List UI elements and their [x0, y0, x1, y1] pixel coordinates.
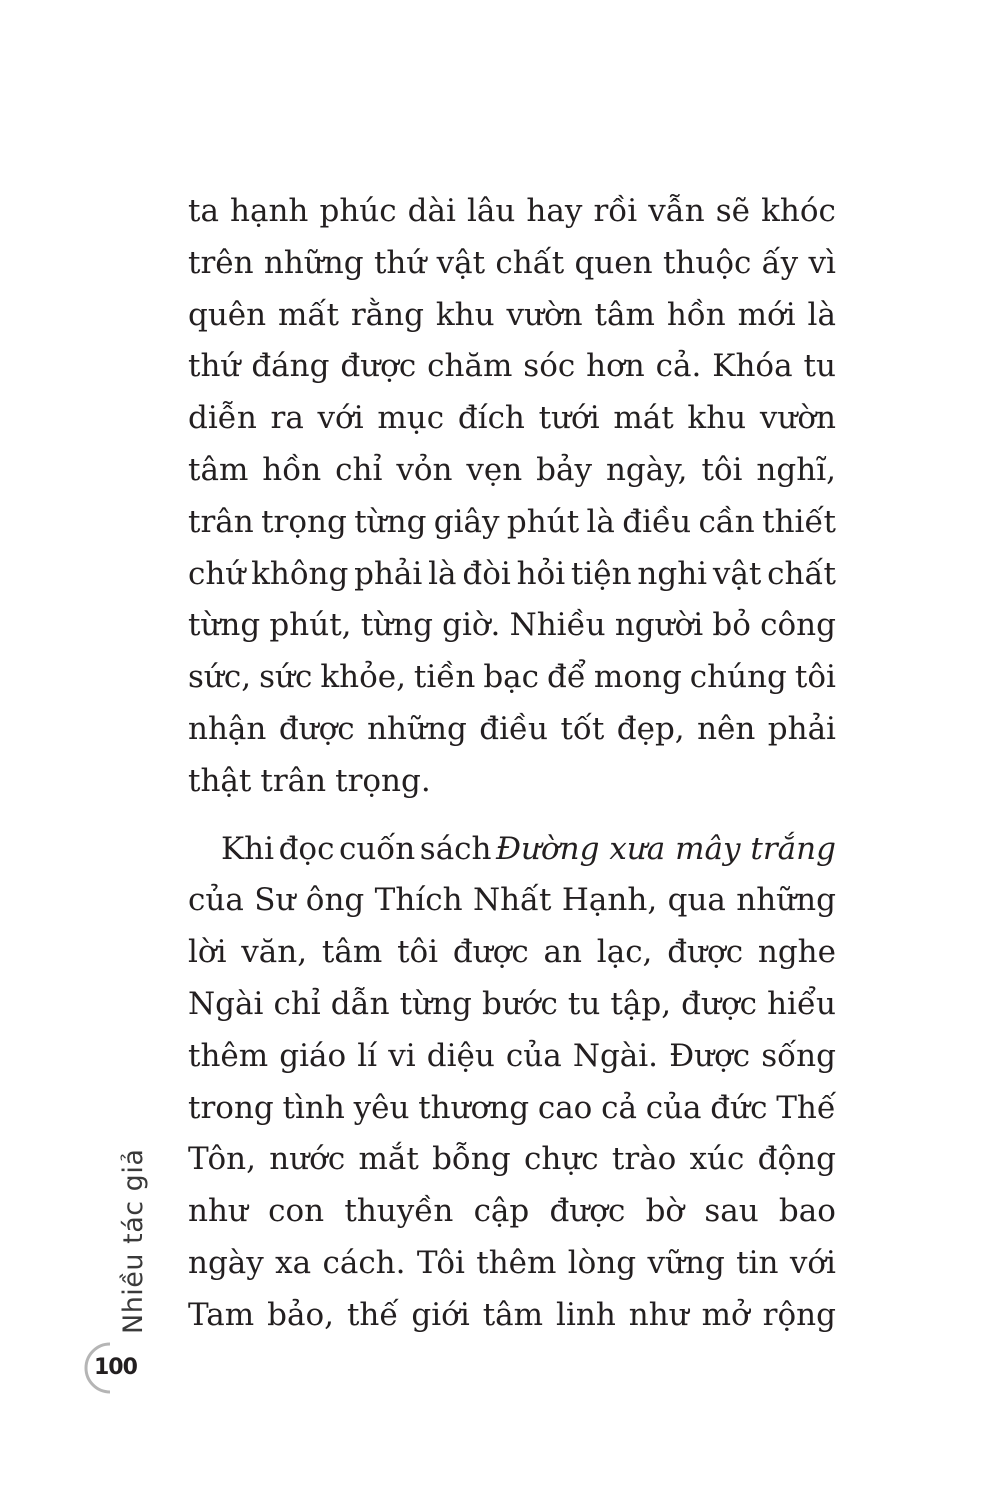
word: của — [505, 1037, 562, 1074]
word: bảo, — [267, 1296, 334, 1333]
word: ngày, — [605, 451, 688, 488]
text-line — [188, 979, 836, 1031]
word: phải — [767, 710, 836, 747]
word: phút — [506, 503, 580, 540]
word: tin — [736, 1244, 779, 1281]
word: vườn — [759, 400, 836, 437]
text-line — [188, 875, 836, 927]
word: những — [367, 710, 467, 747]
word: được — [667, 934, 744, 971]
word: tâm — [188, 451, 249, 488]
word: lời — [188, 934, 227, 971]
word: công — [760, 607, 836, 644]
word: được — [278, 710, 355, 747]
word: vườn — [506, 296, 583, 333]
word: ông — [305, 882, 365, 919]
word: tôi — [701, 451, 743, 488]
word: cao — [537, 1089, 593, 1126]
word: đẹp, — [616, 710, 685, 747]
word: chứ — [188, 555, 246, 592]
word: là — [807, 296, 836, 333]
word: những — [263, 244, 364, 281]
word: cập — [473, 1193, 530, 1230]
word: từng — [360, 607, 433, 644]
text-line — [188, 1186, 836, 1238]
word: thêm — [476, 1244, 557, 1281]
word: hồn — [262, 451, 322, 488]
word: mất — [278, 296, 339, 333]
word: xúc — [689, 1141, 745, 1178]
word: tiện — [570, 555, 632, 592]
word: linh — [556, 1296, 616, 1333]
word: trân — [260, 762, 327, 799]
word: thế — [346, 1296, 399, 1333]
word: tiền — [413, 659, 476, 696]
word: là — [428, 555, 457, 592]
word: Thế — [776, 1089, 836, 1126]
word: sẽ — [715, 193, 751, 229]
word: đáng — [251, 348, 330, 385]
word: lâu — [466, 193, 516, 229]
word: bao — [778, 1193, 836, 1230]
word: tôi — [397, 934, 439, 971]
word: thứ — [188, 348, 241, 385]
word: thương — [418, 1089, 530, 1126]
word: mở — [701, 1296, 750, 1333]
word: lòng — [567, 1244, 637, 1281]
word: Nhiều — [509, 607, 606, 644]
page-number-badge — [80, 1340, 137, 1396]
word: dài — [407, 193, 456, 229]
text-line — [188, 704, 836, 756]
word: được — [452, 934, 529, 971]
word: hạnh — [230, 193, 309, 229]
word: khu — [687, 400, 747, 437]
word: chỉ — [335, 451, 383, 488]
word: sức — [259, 659, 313, 696]
word: bỏ — [712, 607, 751, 644]
word: rằng — [350, 296, 424, 333]
word: vật — [712, 555, 762, 592]
text-line — [188, 549, 836, 601]
paragraph-1 — [188, 186, 836, 808]
word: hồn — [666, 296, 726, 333]
word: mục — [377, 400, 445, 437]
page-number: 100 — [94, 1355, 137, 1380]
word: mắt — [358, 1141, 419, 1178]
word: bước — [481, 985, 558, 1022]
word: từng — [399, 985, 472, 1022]
word: nên — [697, 710, 756, 747]
word: ấy — [761, 244, 799, 281]
word: từng — [188, 607, 261, 644]
word: cách. — [322, 1244, 406, 1281]
word: mát — [613, 400, 674, 437]
word: lạc, — [596, 934, 653, 971]
word: hỏi — [516, 555, 566, 592]
word: hiểu — [767, 985, 836, 1022]
word: bờ — [645, 1193, 685, 1230]
word: trọng. — [335, 762, 431, 799]
word: của — [645, 1089, 702, 1126]
word: mới — [737, 296, 796, 333]
word: nước — [269, 1141, 346, 1178]
word: giây — [433, 503, 500, 540]
word: để — [547, 659, 586, 696]
word: Khóa — [712, 348, 793, 385]
word: không — [251, 555, 349, 592]
word: Nhất — [472, 882, 552, 919]
word: chực — [523, 1141, 599, 1178]
word: tâm — [482, 1296, 544, 1333]
word: phúc — [319, 193, 397, 229]
text-line — [188, 341, 836, 393]
text-line — [188, 393, 836, 445]
word: đọc — [278, 830, 335, 867]
text-line — [188, 1290, 836, 1342]
word: điều — [479, 710, 549, 747]
text-line — [188, 290, 836, 342]
word: sóc — [523, 348, 576, 385]
word: tôi — [794, 659, 836, 696]
word: rộng — [762, 1296, 836, 1333]
word: ngày — [188, 1244, 264, 1281]
word: trong — [188, 1089, 274, 1126]
text-line — [188, 652, 836, 704]
word: giới — [411, 1296, 470, 1333]
word: chúng — [689, 659, 787, 696]
word: thật — [188, 762, 252, 799]
word: vỏn — [396, 451, 453, 488]
word: vẫn — [648, 193, 705, 229]
word: qua — [667, 882, 726, 919]
word: phút, — [269, 607, 352, 644]
word: Hạnh, — [561, 882, 658, 919]
word: nghe — [757, 934, 836, 971]
word: trào — [611, 1141, 677, 1178]
text-line — [188, 1238, 836, 1290]
word: Tôi — [416, 1244, 465, 1281]
word: chăm — [427, 348, 513, 385]
word: con — [268, 1193, 325, 1230]
word: vật — [436, 244, 486, 281]
word: tưới — [538, 400, 600, 437]
word: giáo — [279, 1037, 347, 1074]
word: đích — [457, 400, 525, 437]
text-line — [188, 238, 836, 290]
word: tâm — [594, 296, 655, 333]
word: được — [681, 985, 757, 1022]
word: được — [549, 1193, 626, 1230]
word: Ngài — [188, 985, 264, 1022]
word: xa — [275, 1244, 312, 1281]
word: nghi — [637, 555, 708, 592]
word: Ngài. — [572, 1037, 659, 1074]
word: với — [317, 400, 364, 437]
word: Khi — [221, 830, 275, 867]
word: khóc — [761, 193, 836, 229]
word: vững — [647, 1244, 725, 1281]
word: giờ. — [442, 607, 501, 644]
word: mong — [593, 659, 682, 696]
word: trân — [188, 503, 254, 540]
word: sống — [761, 1037, 836, 1074]
word: thuyền — [344, 1193, 454, 1230]
word: cả — [601, 1089, 637, 1126]
word: trên — [188, 244, 254, 281]
word: thiết — [762, 503, 836, 540]
word: Được — [669, 1037, 751, 1074]
word: đức — [710, 1089, 768, 1126]
word: đòi — [462, 555, 511, 592]
word: cuốn — [338, 830, 416, 867]
word: động — [757, 1141, 836, 1178]
word: của — [188, 882, 244, 919]
word: Tam — [188, 1296, 255, 1333]
word: tu — [803, 348, 836, 385]
word: trọng — [261, 503, 347, 540]
word: văn, — [241, 934, 308, 971]
word: được — [340, 348, 417, 385]
word: vì — [808, 244, 836, 281]
paragraph-2 — [188, 824, 836, 1342]
word: như — [628, 1296, 689, 1333]
word: diễn — [188, 400, 257, 437]
word: vẹn — [466, 451, 523, 488]
word: tốt — [560, 710, 605, 747]
word: sách — [419, 830, 492, 867]
text-line-first — [188, 824, 836, 876]
word: Sư — [254, 882, 296, 919]
word: khỏe, — [320, 659, 406, 696]
word: vi — [388, 1037, 416, 1074]
text-line — [188, 1134, 836, 1186]
word: tâm — [321, 934, 383, 971]
text-line — [188, 756, 836, 808]
word: quen — [574, 244, 653, 281]
word: từng — [354, 503, 427, 540]
word: tình — [282, 1089, 345, 1126]
text-line — [188, 1031, 836, 1083]
word: ta — [188, 193, 219, 229]
word: là — [586, 503, 615, 540]
word: ra — [270, 400, 304, 437]
word: khu — [435, 296, 495, 333]
word: dẫn — [330, 985, 390, 1022]
text-line — [188, 600, 836, 652]
book-title: Đường xưa mây trắng — [496, 830, 836, 867]
word: lí — [357, 1037, 378, 1074]
word: tu — [567, 985, 601, 1022]
word: thêm — [188, 1037, 269, 1074]
text-line — [188, 445, 836, 497]
word: cần — [698, 503, 755, 540]
word: thứ — [373, 244, 427, 281]
body-text — [188, 186, 836, 1342]
word: diệu — [426, 1037, 495, 1074]
word: chỉ — [273, 985, 321, 1022]
word: nhận — [188, 710, 267, 747]
word: Tôn, — [188, 1141, 256, 1178]
word: rồi — [593, 193, 638, 229]
text-line — [188, 927, 836, 979]
word: chất — [495, 244, 565, 281]
word: bảy — [536, 451, 593, 488]
word: an — [543, 934, 582, 971]
word: Thích — [374, 882, 463, 919]
word: bạc — [483, 659, 540, 696]
word: hơn — [586, 348, 645, 385]
word: phải — [354, 555, 423, 592]
word: như — [188, 1193, 248, 1230]
word: những — [736, 882, 836, 919]
text-line — [188, 1083, 836, 1135]
word: yêu — [353, 1089, 410, 1126]
word: tập, — [610, 985, 672, 1022]
word: với — [789, 1244, 836, 1281]
word: thuộc — [662, 244, 752, 281]
word: hay — [526, 193, 583, 229]
word: sau — [704, 1193, 759, 1230]
word: chất — [767, 555, 836, 592]
text-line — [188, 186, 836, 238]
word: quên — [188, 296, 267, 333]
running-head: Nhiều tác giả — [118, 1148, 149, 1334]
word: bỗng — [432, 1141, 511, 1178]
word: cả. — [655, 348, 702, 385]
text-line — [188, 497, 836, 549]
word: điều — [622, 503, 692, 540]
word: người — [614, 607, 704, 644]
word: nghĩ, — [756, 451, 836, 488]
word: sức, — [188, 659, 252, 696]
